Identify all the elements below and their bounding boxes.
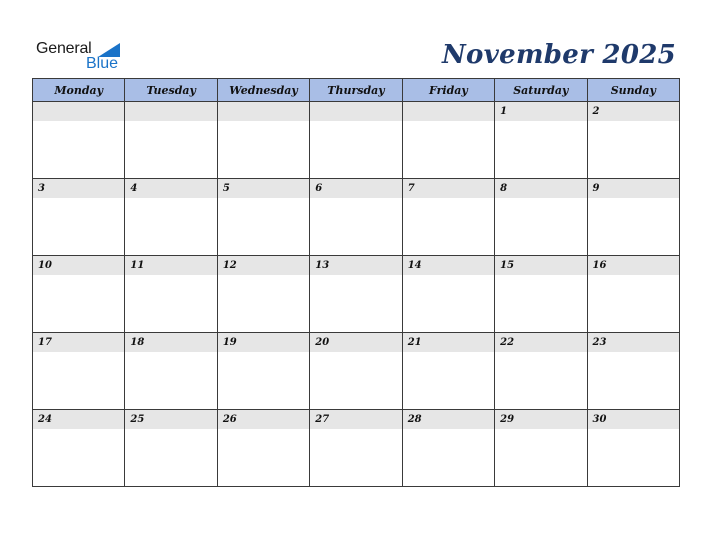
day-cell xyxy=(125,179,217,256)
day-cell xyxy=(217,102,309,179)
day-number: 3 xyxy=(33,179,124,198)
day-cell xyxy=(402,102,494,179)
weekday-wednesday: Wednesday xyxy=(217,79,309,102)
week-row xyxy=(33,333,680,410)
day-number: 13 xyxy=(310,256,401,275)
day-number xyxy=(218,102,309,121)
day-number: 5 xyxy=(218,179,309,198)
day-cell xyxy=(217,410,309,487)
day-number: 16 xyxy=(588,256,679,275)
day-number xyxy=(33,102,124,121)
day-number: 25 xyxy=(125,410,216,429)
day-cell xyxy=(495,410,587,487)
day-number: 28 xyxy=(403,410,494,429)
day-number: 7 xyxy=(403,179,494,198)
day-cell xyxy=(587,179,679,256)
day-cell xyxy=(217,179,309,256)
day-cell xyxy=(33,333,125,410)
weekday-monday: Monday xyxy=(33,79,125,102)
day-cell xyxy=(217,256,309,333)
day-cell xyxy=(402,179,494,256)
day-cell xyxy=(125,333,217,410)
day-cell xyxy=(125,410,217,487)
week-row xyxy=(33,410,680,487)
week-row xyxy=(33,256,680,333)
day-number: 20 xyxy=(310,333,401,352)
day-cell xyxy=(587,333,679,410)
day-number: 19 xyxy=(218,333,309,352)
calendar-grid xyxy=(32,78,680,487)
day-number: 6 xyxy=(310,179,401,198)
day-cell xyxy=(587,102,679,179)
day-number: 10 xyxy=(33,256,124,275)
day-number: 9 xyxy=(588,179,679,198)
day-number: 17 xyxy=(33,333,124,352)
day-cell xyxy=(587,256,679,333)
day-number xyxy=(310,102,401,121)
calendar-title: November 2025 xyxy=(441,40,676,70)
day-cell xyxy=(33,179,125,256)
day-cell xyxy=(33,256,125,333)
day-cell xyxy=(310,333,402,410)
day-number: 15 xyxy=(495,256,586,275)
week-row xyxy=(33,179,680,256)
weekday-saturday: Saturday xyxy=(495,79,587,102)
day-cell xyxy=(33,102,125,179)
day-cell xyxy=(402,410,494,487)
day-number: 1 xyxy=(495,102,586,121)
generalblue-logo xyxy=(36,40,126,74)
day-cell xyxy=(125,102,217,179)
day-cell xyxy=(310,256,402,333)
day-number xyxy=(403,102,494,121)
weekday-thursday: Thursday xyxy=(310,79,402,102)
logo-text-blue: Blue xyxy=(86,55,119,72)
day-number: 30 xyxy=(588,410,679,429)
day-cell xyxy=(33,410,125,487)
day-number: 26 xyxy=(218,410,309,429)
day-number: 24 xyxy=(33,410,124,429)
weekday-header-row xyxy=(33,79,680,102)
week-row xyxy=(33,102,680,179)
day-number: 12 xyxy=(218,256,309,275)
weekday-friday: Friday xyxy=(402,79,494,102)
day-number: 22 xyxy=(495,333,586,352)
weekday-tuesday: Tuesday xyxy=(125,79,217,102)
day-number: 23 xyxy=(588,333,679,352)
day-number: 27 xyxy=(310,410,401,429)
day-number: 4 xyxy=(125,179,216,198)
day-cell xyxy=(310,410,402,487)
day-cell xyxy=(402,256,494,333)
day-number xyxy=(125,102,216,121)
day-number: 29 xyxy=(495,410,586,429)
day-number: 2 xyxy=(588,102,679,121)
day-cell xyxy=(402,333,494,410)
day-cell xyxy=(310,102,402,179)
day-number: 8 xyxy=(495,179,586,198)
day-cell xyxy=(587,410,679,487)
day-number: 11 xyxy=(125,256,216,275)
day-cell xyxy=(310,179,402,256)
day-number: 14 xyxy=(403,256,494,275)
day-cell xyxy=(495,102,587,179)
weekday-sunday: Sunday xyxy=(587,79,679,102)
day-cell xyxy=(495,333,587,410)
logo-text-general: General xyxy=(36,40,92,57)
day-number: 21 xyxy=(403,333,494,352)
day-cell xyxy=(495,179,587,256)
day-cell xyxy=(217,333,309,410)
day-number: 18 xyxy=(125,333,216,352)
day-cell xyxy=(125,256,217,333)
day-cell xyxy=(495,256,587,333)
